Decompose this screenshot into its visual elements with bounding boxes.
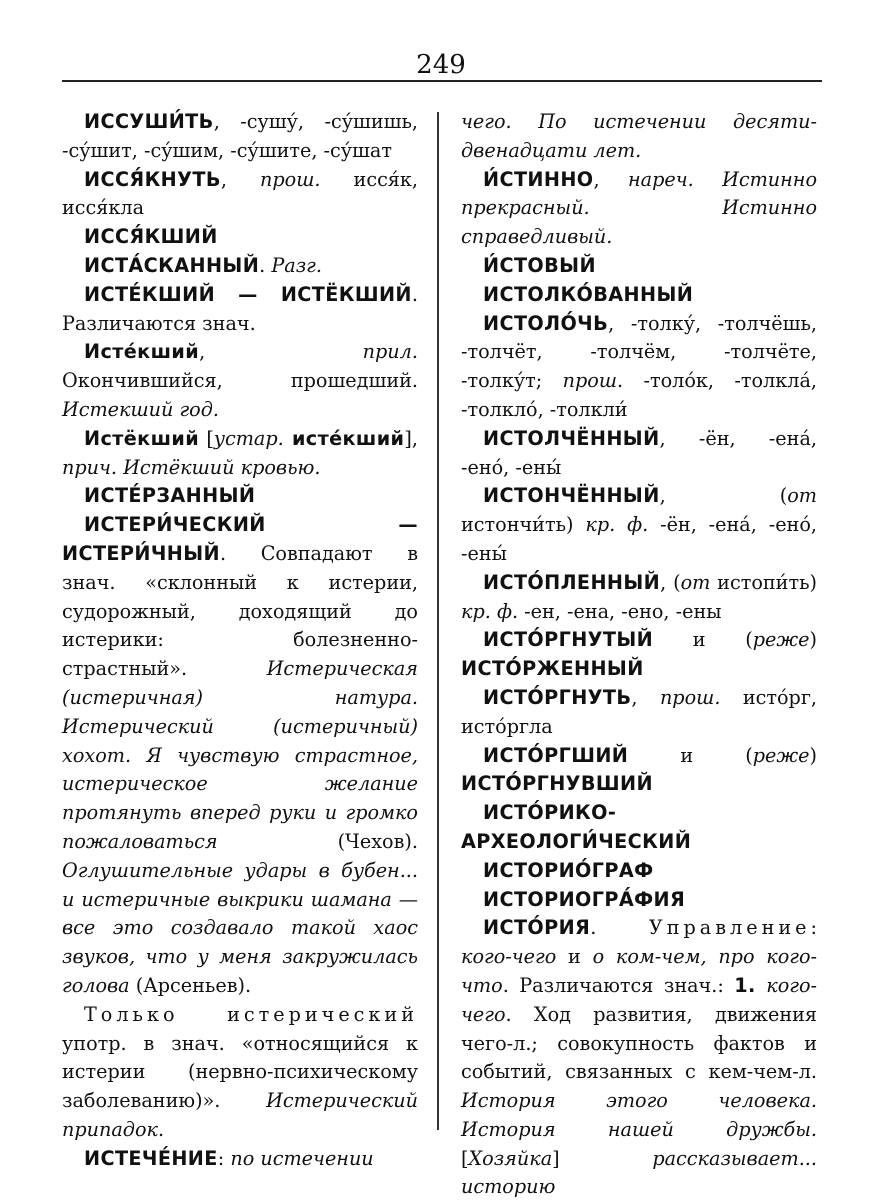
example: прич. Истёкший кровью. — [62, 455, 321, 479]
column-divider — [437, 112, 439, 1130]
entry — [461, 252, 817, 281]
headword: ИСТО́РГНУВШИЙ — [461, 772, 653, 796]
headword: ИСТЕЧЕ́НИЕ — [84, 1146, 218, 1170]
headword: ИСТЕРИ́ЧЕСКИЙ — ИСТЕРИ́ЧНЫЙ — [62, 513, 418, 565]
headword: ИСТОРИОГРА́ФИЯ — [483, 887, 686, 911]
entry-text: , -сушу́, -су́шишь, -су́шит, -су́шим, -су́шите, -су́шат — [62, 110, 418, 162]
example: Истерический припадок. — [62, 1089, 418, 1141]
headword: ИСТО́РИКО-АРХЕОЛОГИ́ЧЕСКИЙ — [461, 801, 692, 853]
entry: ИССЯ́КНУТЬ, прош. исся́к, исся́кла — [62, 167, 419, 220]
headword: ИСТА́СКАННЫЙ — [84, 253, 260, 277]
entry — [461, 281, 817, 310]
entry — [461, 886, 817, 915]
entry — [62, 281, 418, 339]
example: нареч. Истинно прекрасный. Истинно справедливый. — [461, 167, 817, 249]
headword: ИСТО́РГШИЙ — [483, 743, 629, 767]
entry: ИСТО́РГНУТЬ, прош. исто́рг, исто́ргла — [461, 685, 817, 738]
entry-text: . Различаются знач. — [62, 282, 418, 335]
entry-text: исся́к, исся́кла — [62, 167, 419, 220]
headword: ИСТО́РГНУТЬ — [483, 685, 632, 709]
headword: ИССЯ́КНУТЬ — [84, 167, 221, 191]
example: Оглушительные удары в бубен... и истеричные выкрики шамана — все это создавало такой хаос звуков, что у меня закружилась голова — [62, 858, 418, 997]
entry: И́СТИННО, нареч. Истинно прекрасный. Истинно справедливый. — [461, 167, 817, 249]
example: История этого человека. История нашей дружбы. — [461, 1089, 817, 1141]
entry: ИСТО́РГШИЙ и (реже) ИСТО́РГНУВШИЙ — [461, 743, 817, 796]
headword: ИСТО́РГНУТЫЙ — [483, 628, 654, 652]
entry: ИСТЕРИ́ЧЕСКИЙ — ИСТЕРИ́ЧНЫЙ. Совпадают в знач. «склонный к истерии, судорожный, доходящий до истерики: болезненно-страстный». Истерическая (истеричная) натура. Истерический (истеричный) хохот. Я чувствую страстное, истерическое желание протянуть вперед руки и громко пожаловаться (Чехов). Оглушительные удары в бубен... и истеричные выкрики шамана — все это создавало такой хаос звуков, что у меня закружилась голова (Арсеньев). — [62, 513, 418, 997]
spaced-text: Только истерический — [84, 1002, 418, 1026]
entry-text: . Совпадают в знач. «склонный к истерии, судорожный, доходящий до истерики: болезненно-страстный». — [62, 541, 418, 681]
sense-paragraph: Истёкший [устар. исте́кший], прич. Истёкший кровью. — [62, 426, 418, 479]
entry — [62, 223, 418, 252]
entry: ИСТОЛЧЁННЫЙ, -ён, -ена́, -ено́, -ены́ — [461, 426, 817, 479]
headword: ИСТОЛО́ЧЬ — [483, 311, 609, 335]
entry-continuation — [461, 108, 817, 166]
page-number: 249 — [416, 50, 466, 80]
sense-paragraph: Исте́кший, прил. Окончившийся, прошедший. Истекший год. — [62, 340, 418, 421]
entry: ИСТОЛО́ЧЬ, -толку́, -толчёшь, -толчёт, -толчём, -толчёте, -толку́т; прош. -толо́к, -толкла́, -толкло́, -толкли́ — [461, 311, 817, 421]
entry — [62, 482, 418, 511]
entry: ИСТОНЧЁННЫЙ, (от истончи́ть) кр. ф. -ён, -ена́, -ено́, -ены́ — [461, 484, 817, 565]
entry — [461, 857, 817, 886]
entry: ИСТО́РИЯ. Управление: кого-чего и о ком-чем, про кого-что. Различаются знач.: 1. кого-чего. Ход развития, движения чего-л.; совокупность фактов и событий, связанных с кем-чем-л. История этого человека. История нашей дружбы. [Хозяйка] рассказывает... историю — [461, 916, 817, 1199]
example: Истекший год. — [62, 397, 219, 421]
entry: ИСТЕЧЕ́НИЕ: по истечении — [84, 1146, 374, 1170]
headword: ИСТО́РЖЕННЫЙ — [461, 657, 644, 681]
headword: ИСТЕ́КШИЙ — ИСТЁКШИЙ — [84, 282, 412, 306]
entry: ИСТО́РГНУТЫЙ и (реже) ИСТО́РЖЕННЫЙ — [461, 628, 817, 681]
entry: ИСТА́СКАННЫЙ. Разг. — [84, 253, 322, 277]
headword: ИССЯ́КШИЙ — [84, 225, 218, 249]
headword: ИСТОНЧЁННЫЙ — [483, 484, 660, 508]
headword: ИСТО́ПЛЕННЫЙ — [483, 570, 661, 594]
headword: ИСТО́РИЯ — [483, 916, 591, 940]
entry — [62, 108, 418, 166]
headword: ИСТЕ́РЗАННЫЙ — [84, 484, 256, 508]
headword: И́СТИННО — [483, 167, 594, 191]
entry: ИСТО́ПЛЕННЫЙ, (от истопи́ть) кр. ф. -ен, -ена, -ено, -ены — [461, 570, 817, 623]
grammar-label: прош. — [260, 167, 321, 191]
sense-word: Истёкший — [84, 426, 200, 450]
spaced-text: Управление — [648, 916, 811, 940]
headword: И́СТОВЫЙ — [483, 253, 596, 277]
example: Истерическая (истеричная) натура. Истерический (истеричный) хохот. Я чувствую страстное, истерическое желание протянуть вперед руки и громко пожаловаться — [62, 657, 418, 853]
example: рассказывает... историю — [461, 1146, 817, 1199]
entry — [461, 799, 817, 857]
headword: ИССУШИ́ТЬ — [84, 110, 214, 133]
left-column — [62, 108, 418, 1168]
header-rule — [62, 80, 822, 82]
right-column — [461, 108, 817, 1199]
headword: ИСТОЛКО́ВАННЫЙ — [483, 282, 694, 306]
style-label: Разг. — [271, 253, 322, 277]
sense-number: 1. — [734, 973, 756, 997]
example: чего. По истечении десяти-двенадцати лет. — [461, 110, 817, 162]
sense-word: Исте́кший — [84, 340, 200, 364]
headword: ИСТОЛЧЁННЫЙ — [483, 426, 660, 450]
headword: ИСТОРИО́ГРАФ — [483, 858, 654, 882]
example: по истечении — [230, 1146, 374, 1170]
usage-note: Только истерический употр. в знач. «относящийся к истерии (нервно-психическому заболеванию)». Истерический припадок. — [62, 1002, 418, 1141]
